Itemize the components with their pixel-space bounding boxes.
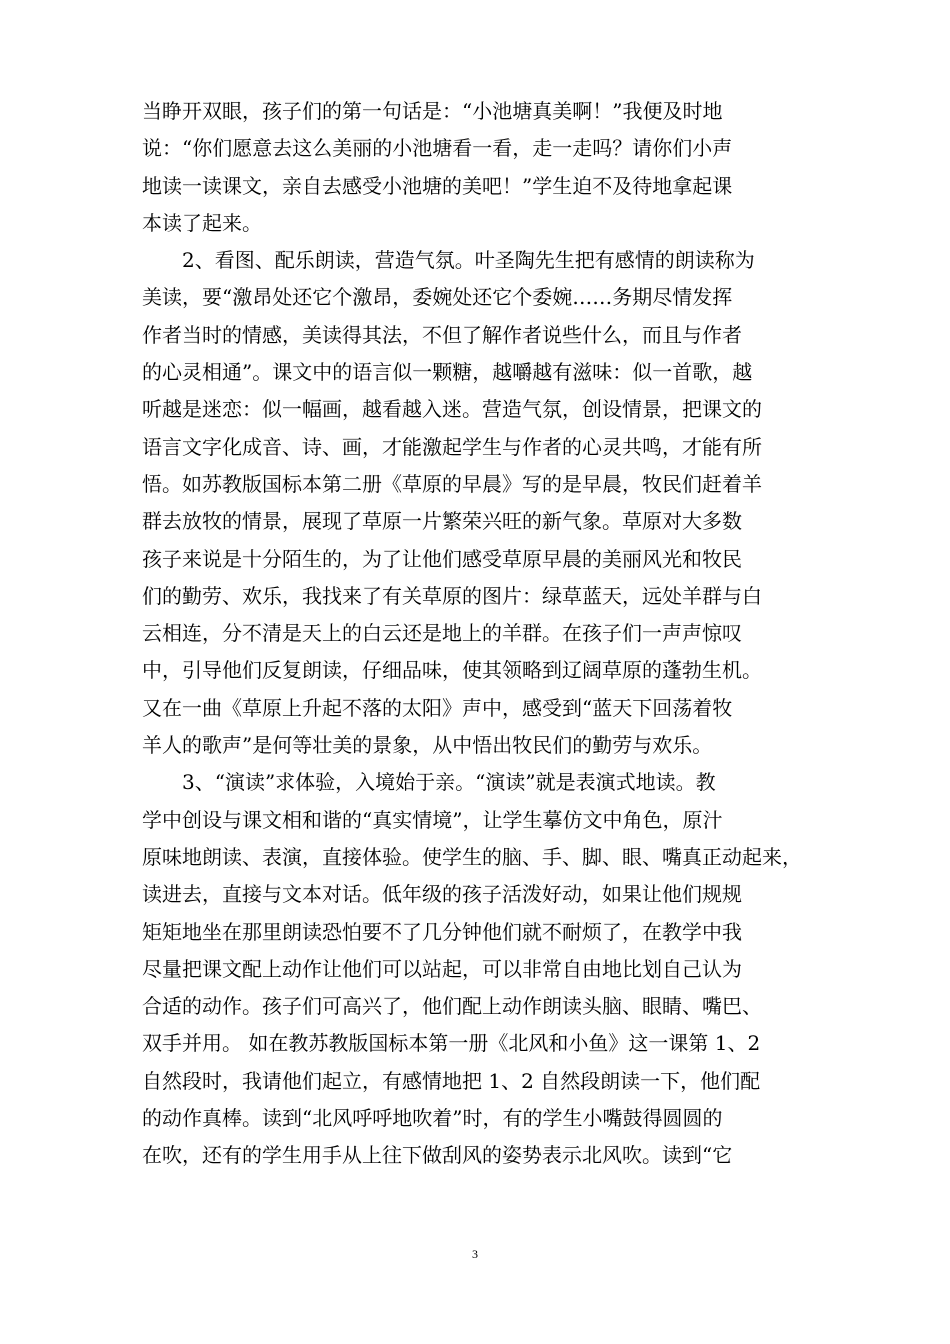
text-line: 原味地朗读、表演，直接体验。使学生的脑、手、脚、眼、嘴真正动起来，	[142, 844, 802, 869]
text-line: 语言文字化成音、诗、画，才能激起学生与作者的心灵共鸣，才能有所	[142, 434, 762, 459]
text-line: 的心灵相通”。课文中的语言似一颗糖，越嚼越有滋味：似一首歌，越	[142, 360, 753, 385]
page-number: 3	[472, 1247, 478, 1261]
text-line: 合适的动作。孩子们可高兴了，他们配上动作朗读头脑、眼睛、嘴巴、	[142, 994, 762, 1019]
body-text	[142, 93, 802, 1175]
text-line: 自然段时，我请他们起立，有感情地把 1、2 自然段朗读一下，他们配	[142, 1068, 761, 1093]
text-line: 孩子来说是十分陌生的，为了让他们感受草原早晨的美丽风光和牧民	[142, 546, 742, 571]
text-line: 群去放牧的情景，展现了草原一片繁荣兴旺的新气象。草原对大多数	[142, 509, 742, 534]
text-line: 们的勤劳、欢乐，我找来了有关草原的图片：绿草蓝天，远处羊群与白	[142, 583, 762, 608]
text-line: 读进去，直接与文本对话。低年级的孩子活泼好动，如果让他们规规	[142, 882, 742, 907]
text-line: 中，引导他们反复朗读，仔细品味，使其领略到辽阔草原的蓬勃生机。	[142, 658, 762, 683]
text-line: 学中创设与课文相和谐的“真实情境”，让学生摹仿文中角色，原汁	[142, 807, 723, 832]
text-line: 当睁开双眼，孩子们的第一句话是：“小池塘真美啊！”我便及时地	[142, 99, 723, 123]
text-line: 地读一读课文，亲自去感受小池塘的美吧！”学生迫不及待地拿起课	[142, 173, 733, 198]
text-line: 悟。如苏教版国标本第二册《草原的早晨》写的是早晨，牧民们赶着羊	[142, 471, 762, 496]
text-line: 2、看图、配乐朗读，营造气氛。叶圣陶先生把有感情的朗读称为	[142, 248, 755, 273]
text-line: 矩矩地坐在那里朗读恐怕要不了几分钟他们就不耐烦了，在教学中我	[142, 919, 742, 944]
text-line: 说：“你们愿意去这么美丽的小池塘看一看，走一走吗？请你们小声	[142, 136, 733, 161]
text-line: 美读，要“激昂处还它个激昂，委婉处还它个委婉……务期尽情发挥	[142, 285, 733, 310]
text-line: 又在一曲《草原上升起不落的太阳》声中，感受到“蓝天下回荡着牧	[142, 695, 733, 720]
text-line: 听越是迷恋：似一幅画，越看越入迷。营造气氛，创设情景，把课文的	[142, 397, 762, 422]
text-line: 尽量把课文配上动作让他们可以站起，可以非常自由地比划自己认为	[142, 956, 742, 981]
text-line: 在吹，还有的学生用手从上往下做刮风的姿势表示北风吹。读到“它	[142, 1143, 733, 1168]
text-line: 云相连，分不清是天上的白云还是地上的羊群。在孩子们一声声惊叹	[142, 621, 742, 646]
text-line: 本读了起来。	[142, 210, 262, 235]
text-line: 羊人的歌声”是何等壮美的景象，从中悟出牧民们的勤劳与欢乐。	[142, 733, 713, 758]
text-line: 3、“演读”求体验，入境始于亲。“演读”就是表演式地读。教	[142, 770, 716, 795]
text-line: 的动作真棒。读到“北风呼呼地吹着”时，有的学生小嘴鼓得圆圆的	[142, 1106, 723, 1131]
text-line: 双手并用。 如在教苏教版国标本第一册《北风和小鱼》这一课第 1、2	[142, 1031, 761, 1056]
text-line: 作者当时的情感，美读得其法，不但了解作者说些什么，而且与作者	[142, 322, 742, 347]
